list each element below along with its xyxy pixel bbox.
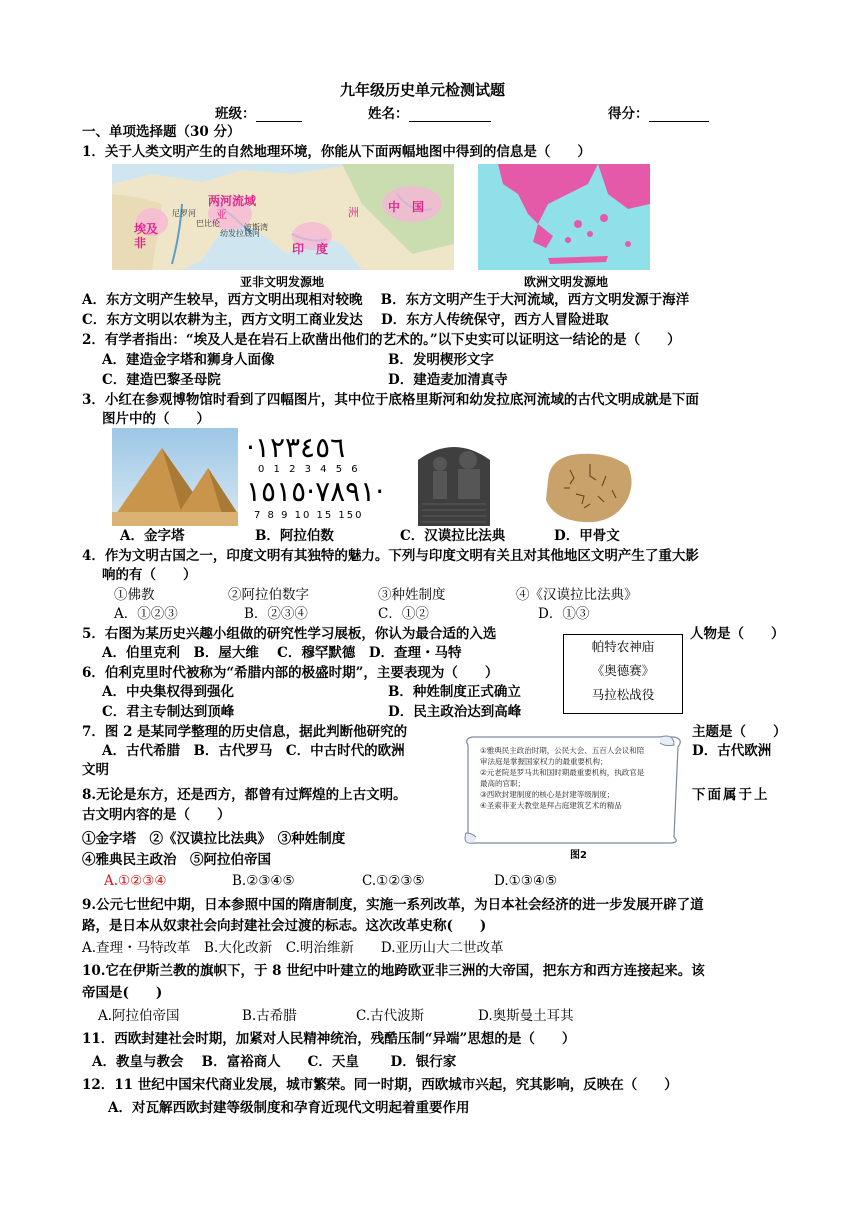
q1-options-cd: C．东方文明以农耕为主，西方文明工商业发达 D．东方人传统保守，西方人冒险进取 [82,312,609,328]
western-digits-top: 0 1 2 3 4 5 6 [258,464,361,475]
pyramids-image [112,428,238,526]
q9-stem-2: 路，是日本从奴隶社会向封建社会过渡的标志。这次改革史称( ) [82,918,487,934]
q8-option-c: C.①②③⑤ [362,873,425,889]
q4-stem-1: 4．作为文明古国之一，印度文明有其独特的魅力。下列与印度文明有关且对其他地区文明产生了重大影 [82,548,699,564]
q8-row-1: ①金字塔 ②《汉谟拉比法典》 ③种姓制度 [82,831,346,847]
q8-option-d: D.①③④⑤ [494,873,558,889]
q4-option-c: C．①② [378,606,429,622]
q4-option-d: D．①③ [538,606,590,622]
q4-item-3: ③种姓制度 [378,587,446,603]
figure2-label: 图2 [570,850,587,861]
map1-caption: 亚非文明发源地 [240,275,325,289]
map-label-nile: 尼罗河 [172,209,196,218]
q4-item-2: ②阿拉伯数字 [228,587,309,603]
scroll-line-6: ④圣索菲亚大教堂是拜占庭建筑艺术的精品 [480,801,622,810]
q4-option-b: B．②③④ [244,606,308,622]
q11-options: A．教皇与教会 B．富裕商人 C．天皇 D．银行家 [92,1054,457,1070]
map-label-asia: 亚 [216,208,227,221]
q7-stem: 7．图 2 是某同学整理的历史信息，据此判断他研究的 [82,724,408,740]
map-label-egypt: 埃及 [134,222,159,236]
board-item-2: 《奥德赛》 [591,663,655,678]
map-label-continent: 洲 [348,206,359,219]
research-board [563,634,683,714]
score-field [608,104,709,124]
hammurabi-stele-image [408,438,500,526]
q6-option-d: D．民主政治达到高峰 [388,704,522,720]
q8-row-2: ④雅典民主政治 ⑤阿拉伯帝国 [82,852,271,868]
q6-option-a: A．中央集权得到强化 [102,684,234,700]
q2-stem: 2．有学者指出：“埃及人是在岩石上砍凿出他们的艺术的。”以下史实可以证明这一结论的是（ ） [82,332,681,348]
q8-option-b: B.②③④⑤ [232,873,295,889]
name-blank[interactable] [409,107,491,122]
name-field [368,104,491,124]
class-label: 班级： [215,106,256,122]
q6-option-b: B．种姓制度正式确立 [388,684,521,700]
arabic-digits-bottom: ٧٨٩١·١٥١٥· [246,475,385,508]
q10-stem-2: 帝国是( ) [82,985,163,1001]
class-blank[interactable] [256,107,302,122]
q3-option-b: B．阿拉伯数 [255,528,334,544]
q10-option-b: B.古希腊 [242,1008,297,1024]
map-label-china: 中 国 [388,200,425,214]
board-item-3: 马拉松战役 [591,687,655,702]
q7-stem-tail: 主题是（ ） [692,724,787,740]
page-title: 九年级历史单元检测试题 [340,81,506,99]
arabic-digits-top: ·١٢٣٤٥٦ [246,431,346,464]
class-field [215,104,302,124]
q7-options: A．古代希腊 B．古代罗马 C．中古时代的欧洲 [102,743,405,759]
map-label-babylon: 巴比伦 [196,219,220,228]
figure2-scroll [460,733,686,861]
q2-option-d: D．建造麦加清真寺 [388,372,508,388]
q3-stem-1: 3．小红在参观博物馆时看到了四幅图片，其中位于底格里斯河和幼发拉底河流域的古代文明成就是下面 [82,392,699,408]
score-blank[interactable] [649,107,709,122]
map2-caption: 欧洲文明发源地 [524,275,609,289]
map-label-euphrates: 幼发拉底河 [220,229,260,238]
name-label: 姓名： [368,106,409,122]
q7-wrap: 文明 [82,762,109,778]
q9-stem-1: 9.公元七世纪中期，日本参照中国的隋唐制度，实施一系列改革，为日本社会经济的进一步发展开辟了道 [82,897,704,913]
q2-option-c: C．建造巴黎圣母院 [102,372,221,388]
q3-option-a: A．金字塔 [120,528,185,544]
q8-stem: 8.无论是东方，还是西方，都曾有过辉煌的上古文明。 [82,787,407,803]
q1-stem: 1．关于人类文明产生的自然地理环境，你能从下面两幅地图中得到的信息是（ ） [82,144,591,160]
scroll-line-3: ②元老院是罗马共和国时期最重要机构，执政官是 [480,768,645,777]
q5-options: A．伯里克利 B．屋大维 C．穆罕默德 D．查理・马特 [102,645,462,661]
q7-option-d: D．古代欧洲 [692,743,772,759]
q4-stem-2: 响的有（ ） [102,567,197,583]
asia-africa-map [112,164,454,270]
q6-option-c: C．君主专制达到顶峰 [102,704,235,720]
q3-option-c: C．汉谟拉比法典 [400,528,506,544]
q4-option-a: A．①②③ [114,606,178,622]
map-label-gulf: 波斯湾 [244,223,268,232]
q4-item-4: ④《汉谟拉比法典》 [516,587,638,603]
scroll-line-2: 审法庭是掌握国家权力的最重要机构； [480,757,608,766]
arabic-numerals-image [244,431,385,526]
q11-stem: 11．西欧封建社会时期，加紧对人民精神统治，残酷压制“异端”思想的是（ ） [82,1031,576,1047]
q5-stem-tail: 人物是（ ） [690,626,785,642]
q10-option-d: D.奥斯曼土耳其 [478,1008,574,1024]
q3-stem-2: 图片中的（ ） [102,411,210,427]
europe-map [478,164,650,270]
q2-option-a: A．建造金字塔和狮身人面像 [102,352,275,368]
q2-option-b: B．发明楔形文字 [388,352,494,368]
section-heading: 一、单项选择题（30 分） [82,124,241,140]
q12-option-a: A．对瓦解西欧封建等级制度和孕育近现代文明起着重要作用 [108,1100,470,1116]
score-label: 得分： [608,106,649,122]
q4-item-1: ①佛教 [114,587,155,603]
scroll-line-1: ①雅典民主政治时期，公民大会、五百人会议和陪 [480,746,645,755]
q12-stem: 12．11 世纪中国宋代商业发展，城市繁荣。同一时期，西欧城市兴起，究其影响，反映在（ ） [82,1077,678,1093]
map-label-meso: 两河流域 [208,194,257,208]
q1-options-ab: A．东方文明产生较早，西方文明出现相对较晚 B．东方文明产生于大河流域，西方文明发源于海洋 [82,292,690,308]
q3-option-d: D．甲骨文 [554,528,620,544]
q8-option-a: A.①②③④ [104,873,167,889]
q10-option-a: A.阿拉伯帝国 [98,1008,180,1024]
oracle-bone-image [540,450,636,526]
q9-options: A.查理・马特改革 B.大化改新 C.明治维新 D.亚历山大二世改革 [82,940,504,956]
scroll-line-5: ③西欧封建制度的核心是封建等级制度； [480,790,615,799]
board-item-1: 帕特农神庙 [591,639,655,654]
q10-stem-1: 10.它在伊斯兰教的旗帜下，于 8 世纪中叶建立的地跨欧亚非三洲的大帝国，把东方和西方连接起来。该 [82,963,705,979]
map-label-africa: 非 [134,236,147,250]
q6-stem: 6．伯利克里时代被称为“希腊内部的极盛时期”，主要表现为（ ） [82,665,499,681]
western-digits-bottom: 7 8 9 10 15 150 [254,510,364,521]
map-label-india: 印 度 [292,242,329,256]
q5-stem: 5．右图为某历史兴趣小组做的研究性学习展板，你认为最合适的入选 [82,626,497,642]
scroll-line-4: 最高的官职； [480,779,525,788]
q10-option-c: C.古代波斯 [356,1008,425,1024]
q8-stem-2: 古文明内容的是（ ） [82,807,231,823]
q8-stem-tail: 下面属于上 [692,787,770,803]
